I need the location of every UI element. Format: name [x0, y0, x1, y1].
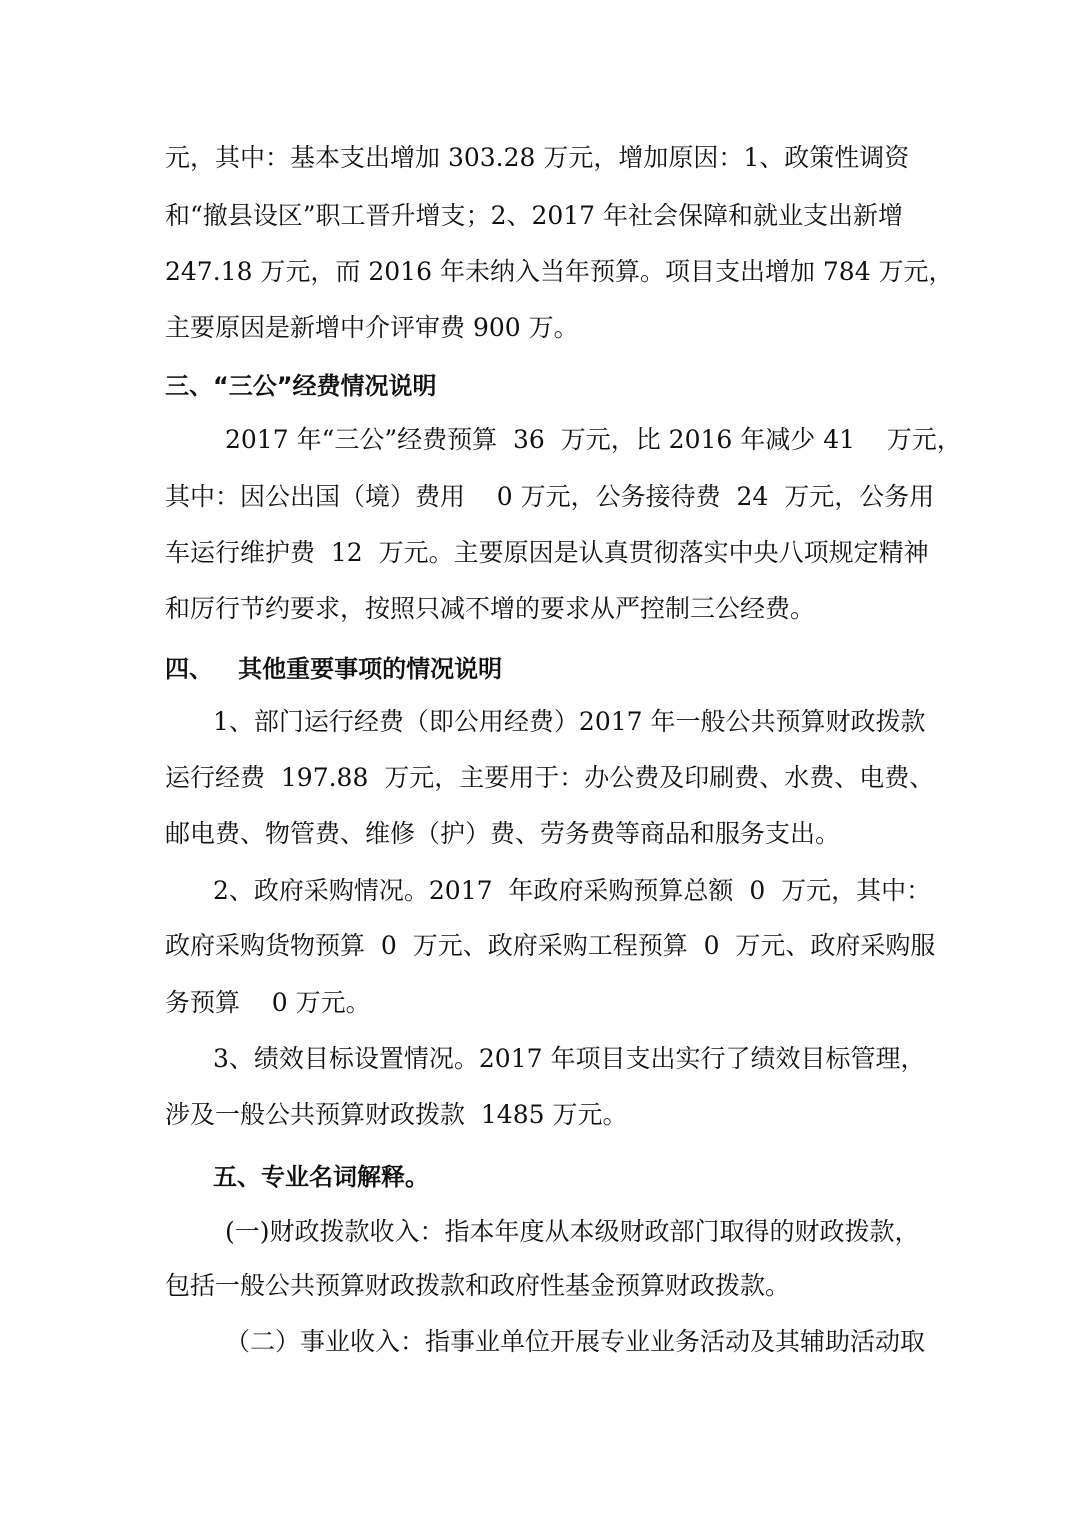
paragraph-line: 包括一般公共预算财政拨款和政府性基金预算财政拨款。 [165, 1271, 791, 1300]
paragraph-line: 和厉行节约要求，按照只减不增的要求从严控制三公经费。 [165, 594, 816, 623]
paragraph-line: 3、绩效目标设置情况。2017 年项目支出实行了绩效目标管理， [213, 1044, 926, 1073]
paragraph-line: 2、政府采购情况。2017 年政府采购预算总额 0 万元，其中： [213, 876, 932, 905]
section-heading-four: 四、 其他重要事项的情况说明 [165, 655, 503, 683]
paragraph-line: （二）事业收入：指事业单位开展专业业务活动及其辅助活动取 [225, 1327, 926, 1356]
paragraph-line: 邮电费、物管费、维修（护）费、劳务费等商品和服务支出。 [165, 819, 841, 848]
paragraph-line: (一)财政拨款收入：指本年度从本级财政部门取得的财政拨款， [225, 1217, 920, 1246]
paragraph-line: 主要原因是新增中介评审费 900 万。 [165, 313, 579, 342]
section-heading-five: 五、专业名词解释。 [213, 1163, 429, 1191]
paragraph-line: 运行经费 197.88 万元，主要用于：办公费及印刷费、水费、电费、 [165, 763, 935, 792]
paragraph-line: 2017 年“三公”经费预算 36 万元，比 2016 年减少 41 万元， [225, 425, 962, 454]
section-heading-three: 三、“三公”经费情况说明 [165, 372, 437, 400]
paragraph-line: 元，其中：基本支出增加 303.28 万元，增加原因：1、政策性调资 [165, 143, 910, 172]
paragraph-line: 和“撤县设区”职工晋升增支；2、2017 年社会保障和就业支出新增 [165, 201, 904, 230]
paragraph-line: 务预算 0 万元。 [165, 988, 371, 1017]
paragraph-line: 1、部门运行经费（即公用经费）2017 年一般公共预算财政拨款 [213, 707, 926, 736]
paragraph-line: 247.18 万元，而 2016 年未纳入当年预算。项目支出增加 784 万元， [165, 257, 954, 286]
paragraph-line: 政府采购货物预算 0 万元、政府采购工程预算 0 万元、政府采购服 [165, 931, 936, 960]
paragraph-line: 其中：因公出国（境）费用 0 万元，公务接待费 24 万元，公务用 [165, 482, 935, 511]
paragraph-line: 涉及一般公共预算财政拨款 1485 万元。 [165, 1100, 628, 1129]
paragraph-line: 车运行维护费 12 万元。主要原因是认真贯彻落实中央八项规定精神 [165, 538, 929, 567]
